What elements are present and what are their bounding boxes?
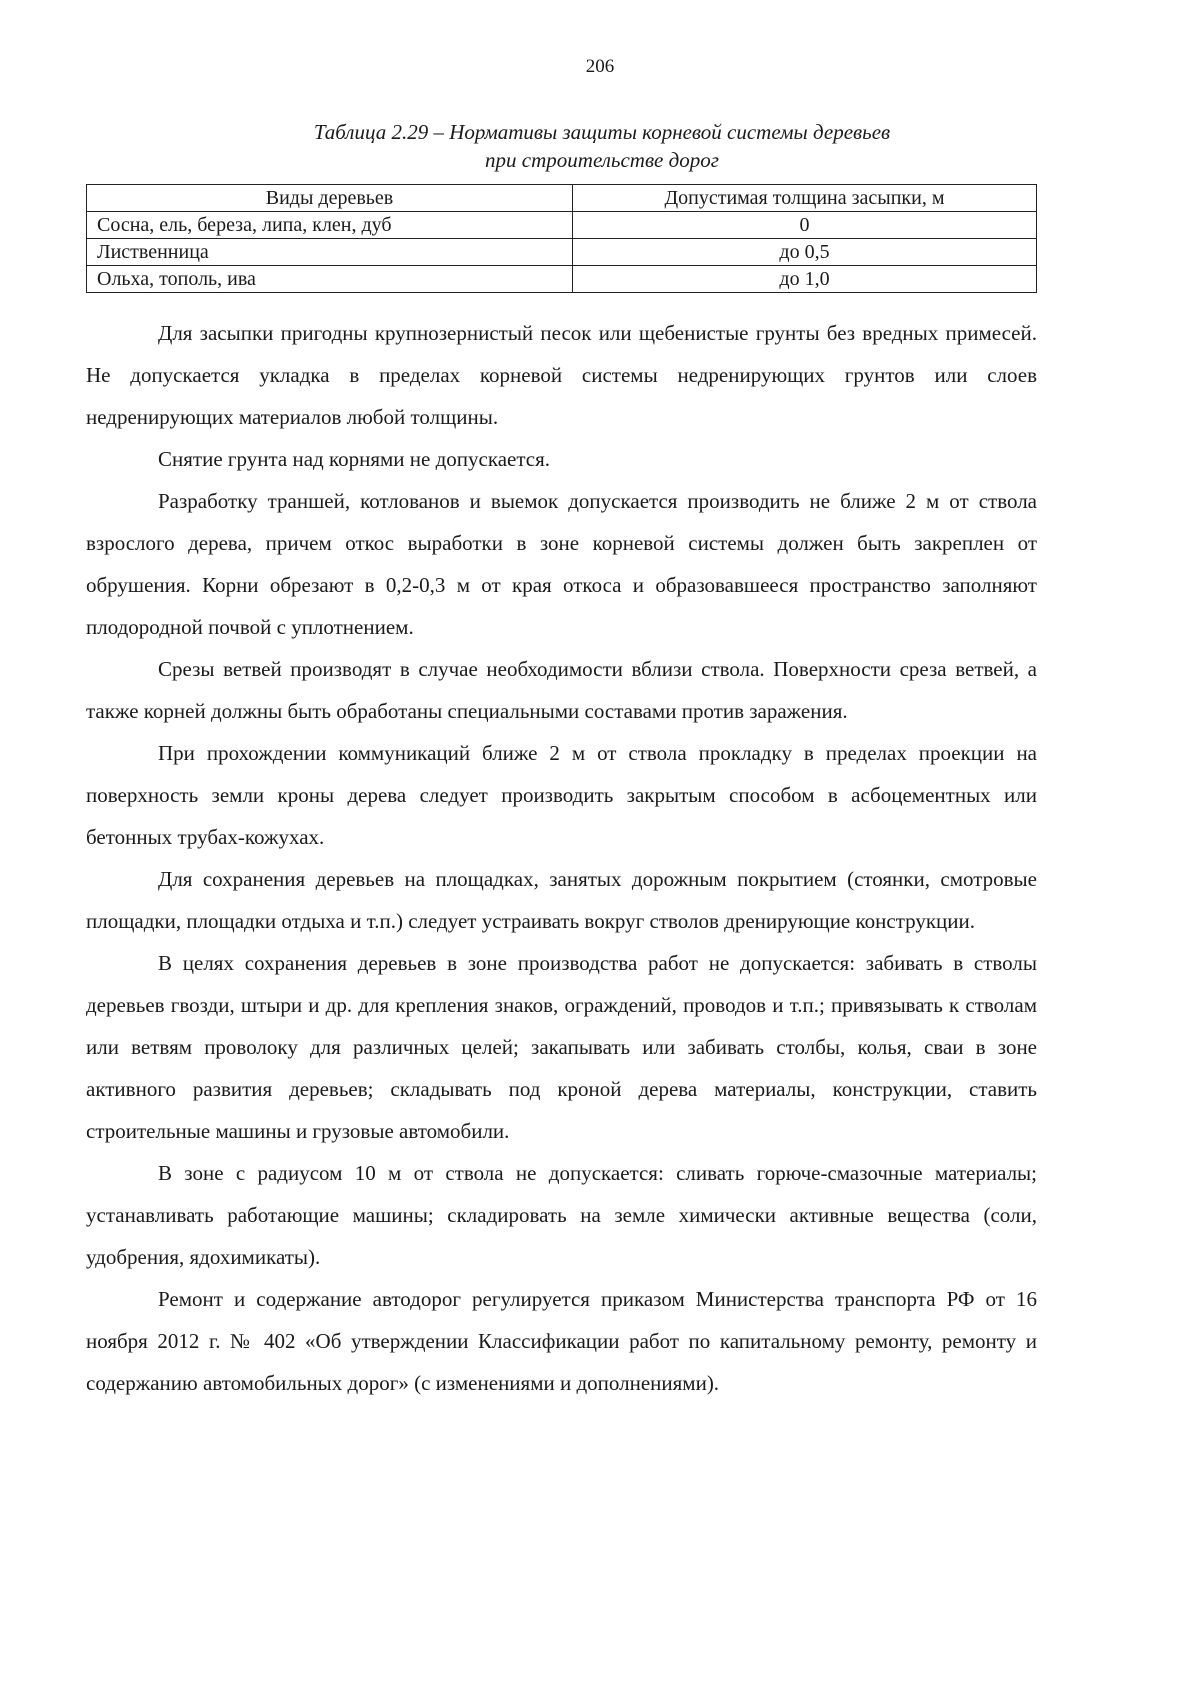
paragraph: В зоне с радиусом 10 м от ствола не допускается: сливать горюче-смазочные материалы; устанавливать работающие машины; складировать на земле химически активные вещества (соли, удобрения, ядохимикаты). [86,1161,1037,1269]
table-cell-tree-types: Сосна, ель, береза, липа, клен, дуб [87,212,573,239]
paragraph: Снятие грунта над корнями не допускается. [158,447,551,471]
table-row [87,239,1037,266]
paragraph: Для засыпки пригодны крупнозернистый песок или щебенистые грунты без вредных примесей. Не допускается укладка в пределах корневой системы недренирующих грунтов или слоев недренирующих материалов любой толщины. [86,321,1037,429]
paragraph: При прохождении коммуникаций ближе 2 м от ствола прокладку в пределах проекции на поверхность земли кроны дерева следует производить закрытым способом в асбоцементных или бетонных трубах-кожухах. [86,741,1037,849]
table-caption-line-1: Таблица 2.29 – Нормативы защиты корневой системы деревьев [313,120,891,144]
table-cell-fill-thickness: до 0,5 [573,239,1037,266]
table-row [87,212,1037,239]
norms-table [86,184,1037,293]
paragraph: В целях сохранения деревьев в зоне производства работ не допускается: забивать в стволы деревьев гвозди, штыри и др. для крепления знаков, ограждений, проводов и т.п.; привязывать к стволам или ветвям проволоку для различных целей; закапывать или забивать столбы, колья, сваи в зоне активного развития деревьев; складывать под кроной дерева материалы, конструкции, ставить строительные машины и грузовые автомобили. [86,951,1037,1143]
body-text [86,312,1037,1404]
table-header-row [87,185,1037,212]
table-header-tree-types: Виды деревьев [87,185,573,212]
paragraph: Для сохранения деревьев на площадках, занятых дорожным покрытием (стоянки, смотровые площадки, площадки отдыха и т.п.) следует устраивать вокруг стволов дренирующие конструкции. [86,867,1037,933]
table-caption [86,118,1118,174]
page-number: 206 [585,56,615,77]
table-header-fill-thickness: Допустимая толщина засыпки, м [573,185,1037,212]
table-cell-fill-thickness: до 1,0 [573,266,1037,293]
table-cell-tree-types: Лиственница [87,239,573,266]
table-row [87,266,1037,293]
paragraph: Срезы ветвей производят в случае необходимости вблизи ствола. Поверхности среза ветвей, а также корней должны быть обработаны специальными составами против заражения. [86,657,1037,723]
table-cell-fill-thickness: 0 [573,212,1037,239]
paragraph: Разработку траншей, котлованов и выемок допускается производить не ближе 2 м от ствола взрослого дерева, причем откос выработки в зоне корневой системы должен быть закреплен от обрушения. Корни обрезают в 0,2-0,3 м от края откоса и образовавшееся пространство заполняют плодородной почвой с уплотнением. [86,489,1037,639]
table-cell-tree-types: Ольха, тополь, ива [87,266,573,293]
table-caption-line-2: при строительстве дорог [485,148,719,172]
paragraph: Ремонт и содержание автодорог регулируется приказом Министерства транспорта РФ от 16 ноября 2012 г. № 402 «Об утверждении Классификации работ по капитальному ремонту, ремонту и содержанию автомобильных дорог» (с изменениями и дополнениями). [86,1287,1037,1395]
